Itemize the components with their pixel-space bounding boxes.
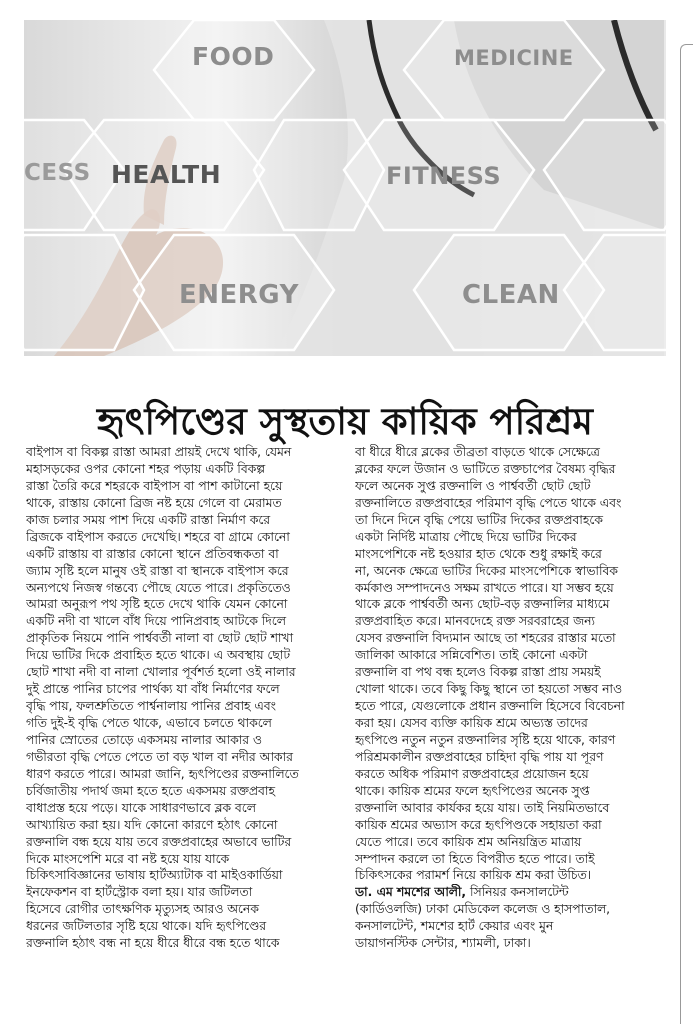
article-text-line: বা ধীরে ধীরে ব্লকের তীব্রতা বাড়তে থাকে সেক্ষেত্রে (355, 445, 600, 459)
hex-label-food: FOOD (192, 42, 275, 71)
article-text-line: কায়িক শ্রমের অভ্যাস করে হৃৎপিণ্ডকে সহায়তা করা (355, 817, 602, 832)
article-text-line: থাকে। কায়িক শ্রমের ফলে হৃৎপিণ্ডের অনেক সুপ্ত (355, 783, 590, 798)
column-divider-rule (680, 44, 693, 1024)
article-text-line: হৃৎপিণ্ডে নতুন নতুন রক্তনালির সৃষ্টি হয়ে থাকে, কারণ (355, 732, 616, 747)
article-text-line: বৃদ্ধি পায়, ফলশ্রুতিতে পার্শ্বনালায় পানির প্রবাহ এবং (26, 699, 276, 714)
article-text-line: রক্তনালি হঠাৎ বন্ধ না হয়ে ধীরে ধীরে বন্ধ হতে থাকে (26, 936, 280, 951)
article-text-line: না, অনেক ক্ষেত্রে ভাটির দিকের মাংসপেশিকে স্বাভাবিক (355, 563, 618, 578)
hex-label-clean: CLEAN (462, 280, 560, 310)
article-text-line: প্রাকৃতিক নিয়মে পানি পার্শ্ববর্তী নালা বা ছোট ছোট শাখা (26, 631, 294, 646)
article-text-line: গতি দুই-ই বৃদ্ধি পেতে থাকে, এভাবে চলতে থাকলে (26, 716, 272, 730)
article-text-line: ইনফেকশন বা হার্টস্ট্রোক বলা হয়। যার জটিলতা (26, 885, 253, 900)
article-text-line: চর্বিজাতীয় পদার্থ জমা হতে হতে একসময় রক্তপ্রবাহ (26, 783, 275, 798)
article-text-line: জ্যাম সৃষ্টি হলে মানুষ ওই রাস্তা বা স্থানকে বাইপাস করে (26, 563, 289, 578)
article-text-line: খোলা থাকে। তবে কিছু কিছু স্থানে তা হয়তো সম্ভব নাও (355, 682, 623, 697)
hero-photo (24, 20, 666, 356)
hex-label-health: HEALTH (111, 160, 222, 189)
article-text-line: হিসেবে রোগীর তাৎক্ষণিক মৃত্যুসহ আরও অনেক (26, 902, 259, 917)
article-text-line: তা দিনে দিনে বৃদ্ধি পেয়ে ভাটির দিকের রক্তপ্রবাহকে (355, 512, 603, 527)
article-text-line: চিকিৎসকের পরামর্শ নিয়ে কায়িক শ্রম করা উচিত। (355, 868, 592, 883)
hex-label-medicine: MEDICINE (454, 46, 574, 70)
article-text-line: ছোট শাখা নদী বা নালা খোলার পূর্বশর্ত হলো ওই নালার (26, 665, 296, 680)
article-text-line: ধরনের জটিলতার সৃষ্টি হয়ে থাকে। যদি হৃৎপিণ্ডের (26, 919, 267, 934)
article-text-line: রক্তনালি বন্ধ হয়ে যায় তবে রক্তপ্রবাহের অভাবে ভাটির (26, 834, 292, 849)
article-text-line: দুই প্রান্তে পানির চাপের পার্থক্য যা বাঁধ নির্মাণের ফলে (26, 682, 280, 697)
article-text-line: যেসব রক্তনালি বিদ্যমান আছে তা শহরের রাস্তার মতো (355, 631, 616, 646)
article-text-line: রক্তনালিতে রক্তপ্রবাহের পরিমাণ বৃদ্ধি পেতে থাকে এবং (355, 495, 622, 510)
article-text-line: করা হয়। যেসব ব্যক্তি কায়িক শ্রমে অভ্যস্ত তাদের (355, 716, 588, 730)
article-text-line: মহাসড়কের ওপর কোনো শহর পড়ায় একটি বিকল্প (26, 461, 266, 476)
article-text-line: অন্যপথে নিজস্ব গন্তব্যে পৌছে যেতে পারে। প্রকৃতিতেও (26, 580, 291, 595)
article-text-line: রক্তনালি বা পথ বন্ধ হলেও বিকল্প রাস্তা প্রায় সময়ই (355, 665, 601, 680)
author-affiliation-line: (কার্ডিওলজি) ঢাকা মেডিকেল কলেজ ও হাসপাতাল, (355, 902, 611, 917)
article-text-line: একটা নির্দিষ্ট মাত্রায় পৌছে দিয়ে ভাটির দিকের (355, 529, 577, 544)
article-text-line: চিকিৎসাবিজ্ঞানের ভাষায় হার্টঅ্যাটাক বা মাইওকার্ডিয়া (26, 868, 283, 883)
article-text-line: পানির স্রোতের তোড়ে একসময় নালার আকার ও (26, 732, 262, 747)
article-text-line: ব্রিজকে বাইপাস করতে দেখেছি। শহরে বা গ্রামে কোনো (26, 529, 290, 544)
article-text-line: দিয়ে ভাটির দিকে প্রবাহিত হতে থাকে। এ অবস্থায় ছোট (26, 648, 291, 663)
article-text-line: মাংসপেশিকে নষ্ট হওয়ার হাত থেকে শুধু রক্ষাই করে (355, 546, 602, 561)
article-text-line: পরিশ্রমকালীন রক্তপ্রবাহের চাহিদা বৃদ্ধি পায় যা পূরণ (355, 749, 604, 764)
article-text-line: কর্মকাণ্ড সম্পাদনেও সক্ষম রাখতে পারে। যা সম্ভব হয়ে (355, 580, 614, 595)
article-text-line: রক্তপ্রবাহিত করে। মানবদেহে রক্ত সরবরাহের জন্য (355, 614, 595, 629)
article-text-line: হতে পারে, যেগুলোকে প্রধান রক্তনালি হিসেবে বিবেচনা (355, 699, 625, 714)
article-text-line: একটি নদী বা খালে বাঁধ দিয়ে পানিপ্রবাহ আটকে দিলে (26, 614, 286, 629)
author-line (355, 884, 673, 901)
article-text-line: থাকে, রাস্তায় কোনো ব্রিজ নষ্ট হয়ে গেলে বা মেরামত (26, 495, 282, 510)
author-title: সিনিয়র কনসালটেন্ট (466, 885, 569, 900)
article-right-column (355, 444, 673, 952)
article-text-line: একটি রাস্তায় বা রাস্তার কোনো স্থানে প্রতিবন্ধকতা বা (26, 546, 279, 561)
author-name: ডা. এম শমশের আলী, (355, 885, 467, 900)
article-text-line: বাধাপ্রস্ত হয়ে পড়ে। যাকে সাধারণভাবে ব্লক বলে (26, 800, 256, 815)
article-headline: হৃৎপিণ্ডের সুস্থতায় কায়িক পরিশ্রম (97, 398, 593, 443)
article-text-line: যেতে পারে। তবে কায়িক শ্রম অনিয়ন্ত্রিত মাত্রায় (355, 834, 582, 849)
author-affiliation-line: ডায়াগনস্টিক সেন্টার, শ্যামলী, ঢাকা। (355, 936, 531, 951)
article-text-line: জালিকা আকারে সন্নিবেশিত। তাই কোনো একটা (355, 648, 588, 663)
article-text-line: ব্লকের ফলে উজান ও ভাটিতে রক্তচাপের বৈষম্য বৃদ্ধির (355, 461, 616, 476)
article-text-line: গভীরতা বৃদ্ধি পেতে পেতে তা বড় খাল বা নদীর আকার (26, 749, 293, 764)
article-text-line: করতে অধিক পরিমাণ রক্তপ্রবাহের প্রয়োজন হয়ে (355, 766, 589, 781)
article-text-line: দিকে মাংসপেশি মরে বা নষ্ট হয়ে যায় যাকে (26, 851, 230, 866)
article-text-line: ফলে অনেক সুপ্ত রক্তনালি ও পার্শ্ববর্তী ছোট ছোট (355, 478, 591, 493)
hex-label-energy: ENERGY (179, 280, 299, 310)
article-text-line: ধারণ করতে পারে। আমরা জানি, হৃৎপিণ্ডের রক্তনালিতে (26, 766, 299, 781)
hex-label-cess: CESS (24, 160, 91, 186)
article-text-line: আমরা অনুরূপ পথ সৃষ্টি হতে দেখে থাকি যেমন কোনো (26, 597, 288, 612)
article-text-line: কাজ চলার সময় পাশ দিয়ে একটি রাস্তা নির্মাণ করে (26, 512, 271, 527)
article-text-line: বাইপাস বা বিকল্প রাস্তা আমরা প্রায়ই দেখে থাকি, যেমন (26, 445, 292, 459)
article-text-line: থাকে ব্লকে পার্শ্ববর্তী অন্য ছোট-বড় রক্তনালির মাধ্যমে (355, 597, 610, 612)
article-text-line: আখ্যায়িত করা হয়। যদি কোনো কারণে হঠাৎ কোনো (26, 817, 278, 832)
hex-label-fitness: FITNESS (386, 162, 502, 190)
article-left-column (26, 444, 336, 952)
article-text-line: সম্পাদন করলে তা হিতে বিপরীত হতে পারে। তাই (355, 851, 595, 866)
author-affiliation-line: কনসালটেন্ট, শমশের হার্ট কেয়ার এবং মুন (355, 919, 554, 934)
article-text-line: রাস্তা তৈরি করে শহরকে বাইপাস বা পাশ কাটানো হয়ে (26, 478, 283, 493)
article-text-line: রক্তনালি আবার কার্যকর হয়ে যায়। তাই নিয়মিতভাবে (355, 800, 610, 815)
